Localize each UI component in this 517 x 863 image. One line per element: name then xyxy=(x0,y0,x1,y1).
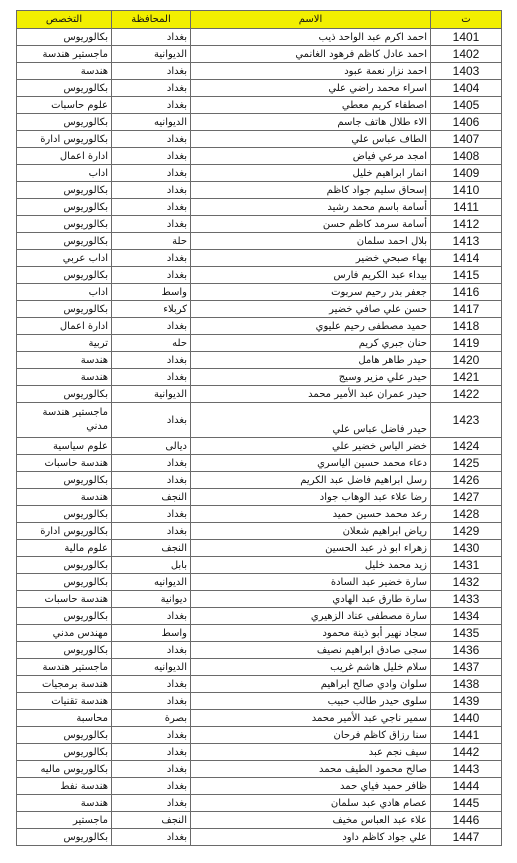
governorate-cell: بغداد xyxy=(112,216,191,233)
governorate-cell: بغداد xyxy=(112,165,191,182)
person-name: ظافر حميد فياي حمد xyxy=(191,778,431,795)
row-number: 1431 xyxy=(431,557,502,574)
governorate-cell: بغداد xyxy=(112,131,191,148)
table-row xyxy=(17,63,502,80)
table-row xyxy=(17,403,502,438)
row-number: 1421 xyxy=(431,369,502,386)
specialization-cell: بكالوريوس xyxy=(17,727,112,744)
specialization-cell: بكالوريوس xyxy=(17,114,112,131)
specialization-cell: ماجستير هندسة xyxy=(17,46,112,63)
person-name: سارة طارق عبد الهادي xyxy=(191,591,431,608)
governorate-cell: بغداد xyxy=(112,199,191,216)
governorate-cell: كربلاء xyxy=(112,301,191,318)
row-number: 1418 xyxy=(431,318,502,335)
person-name: جعفر بدر رحيم سربوت xyxy=(191,284,431,301)
person-name: انمار ابراهيم خليل xyxy=(191,165,431,182)
header-name: الاسم xyxy=(191,11,431,29)
governorate-cell: الديوانية xyxy=(112,46,191,63)
specialization-cell: بكالوريوس ادارة xyxy=(17,523,112,540)
governorate-cell: بابل xyxy=(112,557,191,574)
specialization-cell: بكالوريوس xyxy=(17,301,112,318)
governorate-cell: بغداد xyxy=(112,472,191,489)
row-number: 1417 xyxy=(431,301,502,318)
table-row xyxy=(17,795,502,812)
table-row xyxy=(17,386,502,403)
table-row xyxy=(17,318,502,335)
person-name: دعاء محمد حسين الياسري xyxy=(191,455,431,472)
table-body xyxy=(17,29,502,846)
person-name: سارة مصطفى عناد الزهيري xyxy=(191,608,431,625)
governorate-cell: حلة xyxy=(112,233,191,250)
table-row xyxy=(17,114,502,131)
row-number: 1447 xyxy=(431,829,502,846)
table-row xyxy=(17,557,502,574)
row-number: 1426 xyxy=(431,472,502,489)
person-name: احمد اكرم عبد الواحد ذيب xyxy=(191,29,431,46)
table-row xyxy=(17,352,502,369)
header-row xyxy=(17,11,502,29)
person-name: احمد نزار نعمة عبود xyxy=(191,63,431,80)
governorate-cell: واسط xyxy=(112,284,191,301)
specialization-cell: بكالوريوس xyxy=(17,233,112,250)
row-number: 1415 xyxy=(431,267,502,284)
person-name: سنا رزاق كاظم فرحان xyxy=(191,727,431,744)
governorate-cell: الديوانيه xyxy=(112,574,191,591)
table-row xyxy=(17,335,502,352)
row-number: 1428 xyxy=(431,506,502,523)
governorate-cell: ديوانية xyxy=(112,591,191,608)
specialization-cell: بكالوريوس xyxy=(17,557,112,574)
person-name: زهراء ابو ذر عبد الحسين xyxy=(191,540,431,557)
specialization-cell: هندسة xyxy=(17,489,112,506)
row-number: 1413 xyxy=(431,233,502,250)
person-name: سجى صادق ابراهيم نصيف xyxy=(191,642,431,659)
governorate-cell: بغداد xyxy=(112,97,191,114)
header-specialization: التخصص xyxy=(17,11,112,29)
specialization-cell: ماجستير هندسة مدني xyxy=(17,403,112,438)
governorate-cell: بغداد xyxy=(112,267,191,284)
governorate-cell: بغداد xyxy=(112,744,191,761)
row-number: 1404 xyxy=(431,80,502,97)
table-row xyxy=(17,284,502,301)
row-number: 1430 xyxy=(431,540,502,557)
specialization-cell: ماجستير هندسة xyxy=(17,659,112,676)
table-row xyxy=(17,131,502,148)
person-name: أسامة سرمد كاظم حسن xyxy=(191,216,431,233)
row-number: 1444 xyxy=(431,778,502,795)
row-number: 1422 xyxy=(431,386,502,403)
row-number: 1409 xyxy=(431,165,502,182)
row-number: 1407 xyxy=(431,131,502,148)
specialization-cell: بكالوريوس xyxy=(17,386,112,403)
row-number: 1441 xyxy=(431,727,502,744)
specialization-cell: علوم مالية xyxy=(17,540,112,557)
person-name: سيف نجم عبد xyxy=(191,744,431,761)
governorate-cell: بغداد xyxy=(112,693,191,710)
row-number: 1411 xyxy=(431,199,502,216)
table-row xyxy=(17,829,502,846)
person-name: حنان جبري كريم xyxy=(191,335,431,352)
person-name: الاء طلال هاتف جاسم xyxy=(191,114,431,131)
person-name: أسامة باسم محمد رشيد xyxy=(191,199,431,216)
specialization-cell: بكالوريوس xyxy=(17,744,112,761)
row-number: 1412 xyxy=(431,216,502,233)
governorate-cell: الديوانيه xyxy=(112,659,191,676)
person-name: عصام هادي عبد سلمان xyxy=(191,795,431,812)
header-governorate: المحافظة xyxy=(112,11,191,29)
specialization-cell: بكالوريوس xyxy=(17,199,112,216)
governorate-cell: بغداد xyxy=(112,523,191,540)
governorate-cell: بغداد xyxy=(112,148,191,165)
row-number: 1438 xyxy=(431,676,502,693)
table-row xyxy=(17,727,502,744)
person-name: حيدر علي مزير وسيج xyxy=(191,369,431,386)
specialization-cell: اداب xyxy=(17,165,112,182)
specialization-cell: هندسة xyxy=(17,352,112,369)
table-row xyxy=(17,591,502,608)
specialization-cell: بكالوريوس ادارة xyxy=(17,131,112,148)
row-number: 1432 xyxy=(431,574,502,591)
specialization-cell: هندسة حاسبات xyxy=(17,455,112,472)
governorate-cell: بغداد xyxy=(112,250,191,267)
row-number: 1406 xyxy=(431,114,502,131)
specialization-cell: محاسبة xyxy=(17,710,112,727)
row-number: 1436 xyxy=(431,642,502,659)
person-name: حيدر طاهر هامل xyxy=(191,352,431,369)
person-name: حسن علي صافي خضير xyxy=(191,301,431,318)
table-row xyxy=(17,182,502,199)
row-number: 1443 xyxy=(431,761,502,778)
governorate-cell: بغداد xyxy=(112,778,191,795)
person-name: احمد عادل كاظم فرهود الغانمي xyxy=(191,46,431,63)
table-row xyxy=(17,250,502,267)
row-number: 1405 xyxy=(431,97,502,114)
governorate-cell: الديوانيه xyxy=(112,114,191,131)
specialization-cell: ماجستير xyxy=(17,812,112,829)
governorate-cell: بغداد xyxy=(112,29,191,46)
governorate-cell: بغداد xyxy=(112,63,191,80)
specialization-cell: بكالوريوس xyxy=(17,574,112,591)
table-row xyxy=(17,301,502,318)
person-name: بلال احمد سلمان xyxy=(191,233,431,250)
governorate-cell: بغداد xyxy=(112,795,191,812)
specialization-cell: هندسة xyxy=(17,63,112,80)
table-row xyxy=(17,608,502,625)
governorate-cell: بغداد xyxy=(112,182,191,199)
governorate-cell: بغداد xyxy=(112,506,191,523)
table-row xyxy=(17,489,502,506)
specialization-cell: بكالوريوس ماليه xyxy=(17,761,112,778)
governorate-cell: الديوانية xyxy=(112,386,191,403)
specialization-cell: علوم حاسبات xyxy=(17,97,112,114)
specialization-cell: بكالوريوس xyxy=(17,216,112,233)
person-name: إسحاق سليم جواد كاظم xyxy=(191,182,431,199)
table-row xyxy=(17,369,502,386)
specialization-cell: بكالوريوس xyxy=(17,506,112,523)
governorate-cell: بغداد xyxy=(112,318,191,335)
row-number: 1408 xyxy=(431,148,502,165)
row-number: 1445 xyxy=(431,795,502,812)
person-name: سجاد نهير أبو ذينة محمود xyxy=(191,625,431,642)
row-number: 1427 xyxy=(431,489,502,506)
row-number: 1437 xyxy=(431,659,502,676)
person-name: رياض ابراهيم شعلان xyxy=(191,523,431,540)
table-row xyxy=(17,761,502,778)
person-name: سمير ناجي عبد الأمير محمد xyxy=(191,710,431,727)
table-row xyxy=(17,148,502,165)
table-row xyxy=(17,812,502,829)
specialization-cell: بكالوريوس xyxy=(17,608,112,625)
table-row xyxy=(17,216,502,233)
row-number: 1416 xyxy=(431,284,502,301)
person-name: اصطفاء كريم معطي xyxy=(191,97,431,114)
table-row xyxy=(17,165,502,182)
person-name: حيدر فاضل عباس علي xyxy=(191,403,431,438)
governorate-cell: بغداد xyxy=(112,369,191,386)
table-row xyxy=(17,710,502,727)
table-row xyxy=(17,97,502,114)
table-row xyxy=(17,455,502,472)
row-number: 1419 xyxy=(431,335,502,352)
table-row xyxy=(17,233,502,250)
person-name: خضر الياس خضير علي xyxy=(191,438,431,455)
table-row xyxy=(17,29,502,46)
governorate-cell: بغداد xyxy=(112,761,191,778)
governorate-cell: بغداد xyxy=(112,352,191,369)
row-number: 1442 xyxy=(431,744,502,761)
person-name: رضا علاء عبد الوهاب جواد xyxy=(191,489,431,506)
specialization-cell: اداب xyxy=(17,284,112,301)
table-row xyxy=(17,199,502,216)
specialization-cell: بكالوريوس xyxy=(17,80,112,97)
table-row xyxy=(17,676,502,693)
specialization-cell: تربية xyxy=(17,335,112,352)
governorate-cell: النجف xyxy=(112,812,191,829)
row-number: 1435 xyxy=(431,625,502,642)
specialization-cell: هندسة xyxy=(17,795,112,812)
row-number: 1414 xyxy=(431,250,502,267)
header-num: ت xyxy=(431,11,502,29)
table-row xyxy=(17,693,502,710)
governorate-cell: النجف xyxy=(112,489,191,506)
table-row xyxy=(17,267,502,284)
person-name: الطاف عباس علي xyxy=(191,131,431,148)
table-row xyxy=(17,523,502,540)
governorate-cell: بغداد xyxy=(112,676,191,693)
specialization-cell: اداب عربي xyxy=(17,250,112,267)
person-name: حيدر عمران عبد الأمير محمد xyxy=(191,386,431,403)
table-row xyxy=(17,506,502,523)
governorate-cell: بصرة xyxy=(112,710,191,727)
specialization-cell: هندسة نفط xyxy=(17,778,112,795)
specialization-cell: هندسة تقنيات xyxy=(17,693,112,710)
row-number: 1434 xyxy=(431,608,502,625)
table-row xyxy=(17,46,502,63)
governorate-cell: بغداد xyxy=(112,727,191,744)
row-number: 1424 xyxy=(431,438,502,455)
specialization-cell: هندسة حاسبات xyxy=(17,591,112,608)
table-row xyxy=(17,540,502,557)
table-row xyxy=(17,642,502,659)
row-number: 1433 xyxy=(431,591,502,608)
person-name: بهاء صبحي خضير xyxy=(191,250,431,267)
row-number: 1439 xyxy=(431,693,502,710)
table-row xyxy=(17,625,502,642)
table-row xyxy=(17,574,502,591)
person-name: امجد مرعي فياض xyxy=(191,148,431,165)
governorate-cell: بغداد xyxy=(112,403,191,438)
person-name: زيد محمد خليل xyxy=(191,557,431,574)
governorate-cell: بغداد xyxy=(112,608,191,625)
governorate-cell: بغداد xyxy=(112,455,191,472)
governorate-cell: النجف xyxy=(112,540,191,557)
row-number: 1401 xyxy=(431,29,502,46)
specialization-cell: بكالوريوس xyxy=(17,267,112,284)
table-row xyxy=(17,659,502,676)
row-number: 1440 xyxy=(431,710,502,727)
governorate-cell: واسط xyxy=(112,625,191,642)
governorate-cell: حله xyxy=(112,335,191,352)
table-row xyxy=(17,80,502,97)
governorate-cell: بغداد xyxy=(112,829,191,846)
row-number: 1425 xyxy=(431,455,502,472)
specialization-cell: بكالوريوس xyxy=(17,182,112,199)
specialization-cell: هندسة xyxy=(17,369,112,386)
row-number: 1429 xyxy=(431,523,502,540)
row-number: 1410 xyxy=(431,182,502,199)
roster-sheet xyxy=(16,10,501,846)
specialization-cell: بكالوريوس xyxy=(17,29,112,46)
row-number: 1403 xyxy=(431,63,502,80)
person-name: سارة خضير عبد السادة xyxy=(191,574,431,591)
specialization-cell: هندسة برمجيات xyxy=(17,676,112,693)
governorate-cell: بغداد xyxy=(112,642,191,659)
table-row xyxy=(17,778,502,795)
governorate-cell: بغداد xyxy=(112,80,191,97)
row-number: 1420 xyxy=(431,352,502,369)
row-number: 1446 xyxy=(431,812,502,829)
specialization-cell: بكالوريوس xyxy=(17,642,112,659)
person-name: رعد محمد حسين حميد xyxy=(191,506,431,523)
specialization-cell: مهندس مدني xyxy=(17,625,112,642)
table-row xyxy=(17,472,502,489)
person-name: سلام خليل هاشم غريب xyxy=(191,659,431,676)
person-name: سلوان وادي صالح ابراهيم xyxy=(191,676,431,693)
person-name: علاء عبد العباس مخيف xyxy=(191,812,431,829)
specialization-cell: بكالوريوس xyxy=(17,472,112,489)
table-row xyxy=(17,744,502,761)
person-name: سلوى حيدر طالب حبيب xyxy=(191,693,431,710)
row-number: 1402 xyxy=(431,46,502,63)
specialization-cell: علوم سياسية xyxy=(17,438,112,455)
table-row xyxy=(17,438,502,455)
specialization-cell: ادارة اعمال xyxy=(17,148,112,165)
person-name: علي جواد كاظم داود xyxy=(191,829,431,846)
person-name: رسل ابراهيم فاضل عبد الكريم xyxy=(191,472,431,489)
roster-table xyxy=(16,10,502,846)
person-name: صالح محمود الطيف محمد xyxy=(191,761,431,778)
specialization-cell: ادارة اعمال xyxy=(17,318,112,335)
person-name: حميد مصطفى رحيم عليوي xyxy=(191,318,431,335)
person-name: بيداء عبد الكريم فارس xyxy=(191,267,431,284)
row-number: 1423 xyxy=(431,403,502,438)
person-name: اسراء محمد راضي علي xyxy=(191,80,431,97)
specialization-cell: بكالوريوس xyxy=(17,829,112,846)
governorate-cell: ديالى xyxy=(112,438,191,455)
